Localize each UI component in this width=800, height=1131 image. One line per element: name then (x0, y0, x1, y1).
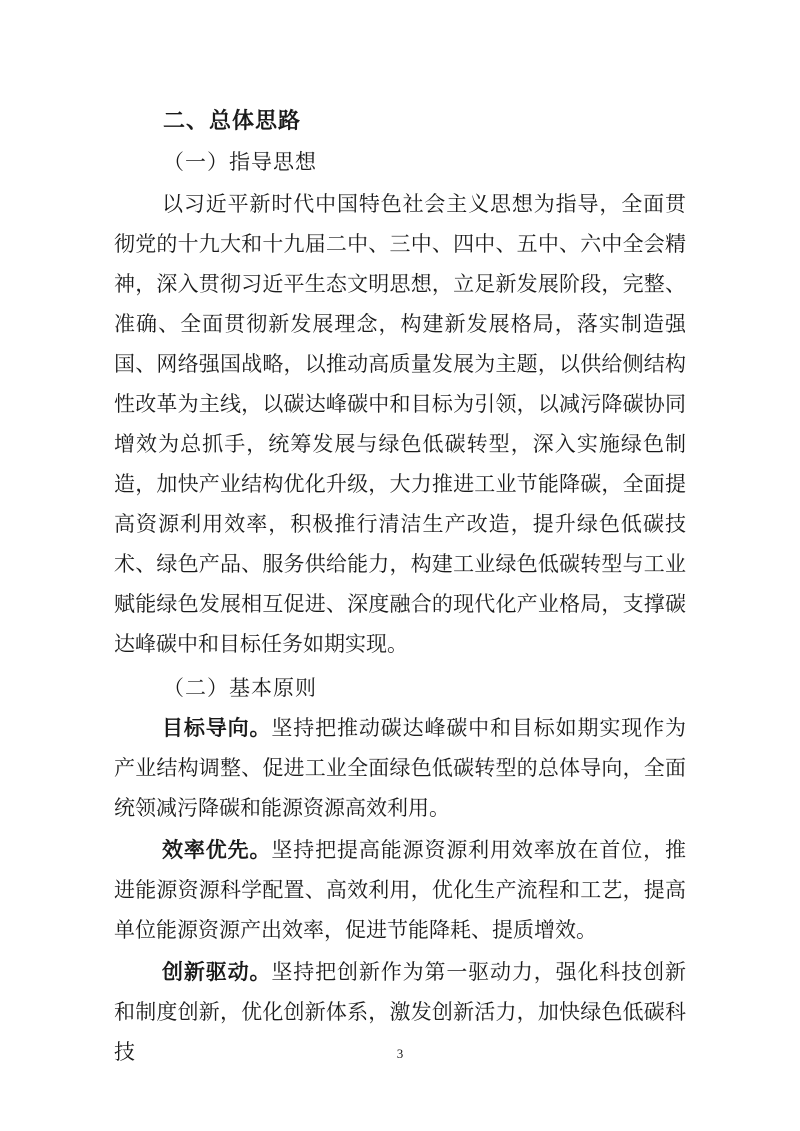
principle-title: 创新驱动。 (162, 960, 272, 984)
principle-text: 坚持把提高能源资源利用效率放在首位，推进能源资源科学配置、高效利用，优化生产流程和工艺，提高单位能源资源产出效率，促进节能降耗、提质增效。 (114, 838, 687, 942)
principle-title: 目标导向。 (162, 716, 272, 740)
page-number: 3 (396, 1046, 404, 1061)
principle-text: 坚持把推动碳达峰碳中和目标如期实现作为产业结构调整、促进工业全面绿色低碳转型的总体导向，全面统领减污降碳和能源资源高效利用。 (114, 716, 687, 820)
subsection-heading-basic-principles: （二）基本原则 (163, 676, 317, 700)
subsection-heading-guiding-thought: （一）指导思想 (163, 150, 317, 174)
principle-title: 效率优先。 (162, 838, 272, 862)
paragraph-guiding-thought: 以习近平新时代中国特色社会主义思想为指导，全面贯彻党的十九大和十九届二中、三中、四中、五中、六中全会精神，深入贯彻习近平生态文明思想，立足新发展阶段，完整、准确、全面贯彻新发展理念，构建新发展格局，落实制造强国、网络强国战略，以推动高质量发展为主题，以供给侧结构性改革为主线，以碳达峰碳中和目标为引领，以减污降碳协同增效为总抓手，统筹发展与绿色低碳转型，深入实施绿色制造，加快产业结构优化升级，大力推进工业节能降碳，全面提高资源利用效率，积极推行清洁生产改造，提升绿色低碳技术、绿色产品、服务供给能力，构建工业绿色低碳转型与工业赋能绿色发展相互促进、深度融合的现代化产业格局，支撑碳达峰碳中和目标任务如期实现。 (114, 192, 686, 656)
section-heading: 二、总体思路 (163, 109, 302, 134)
principle-paragraph-efficiency-first (114, 830, 686, 950)
principle-text: 坚持把创新作为第一驱动力，强化科技创新和制度创新，优化创新体系，激发创新活力，加快绿色低碳科技 (114, 960, 687, 1064)
principle-paragraph-goal-oriented (114, 708, 686, 828)
